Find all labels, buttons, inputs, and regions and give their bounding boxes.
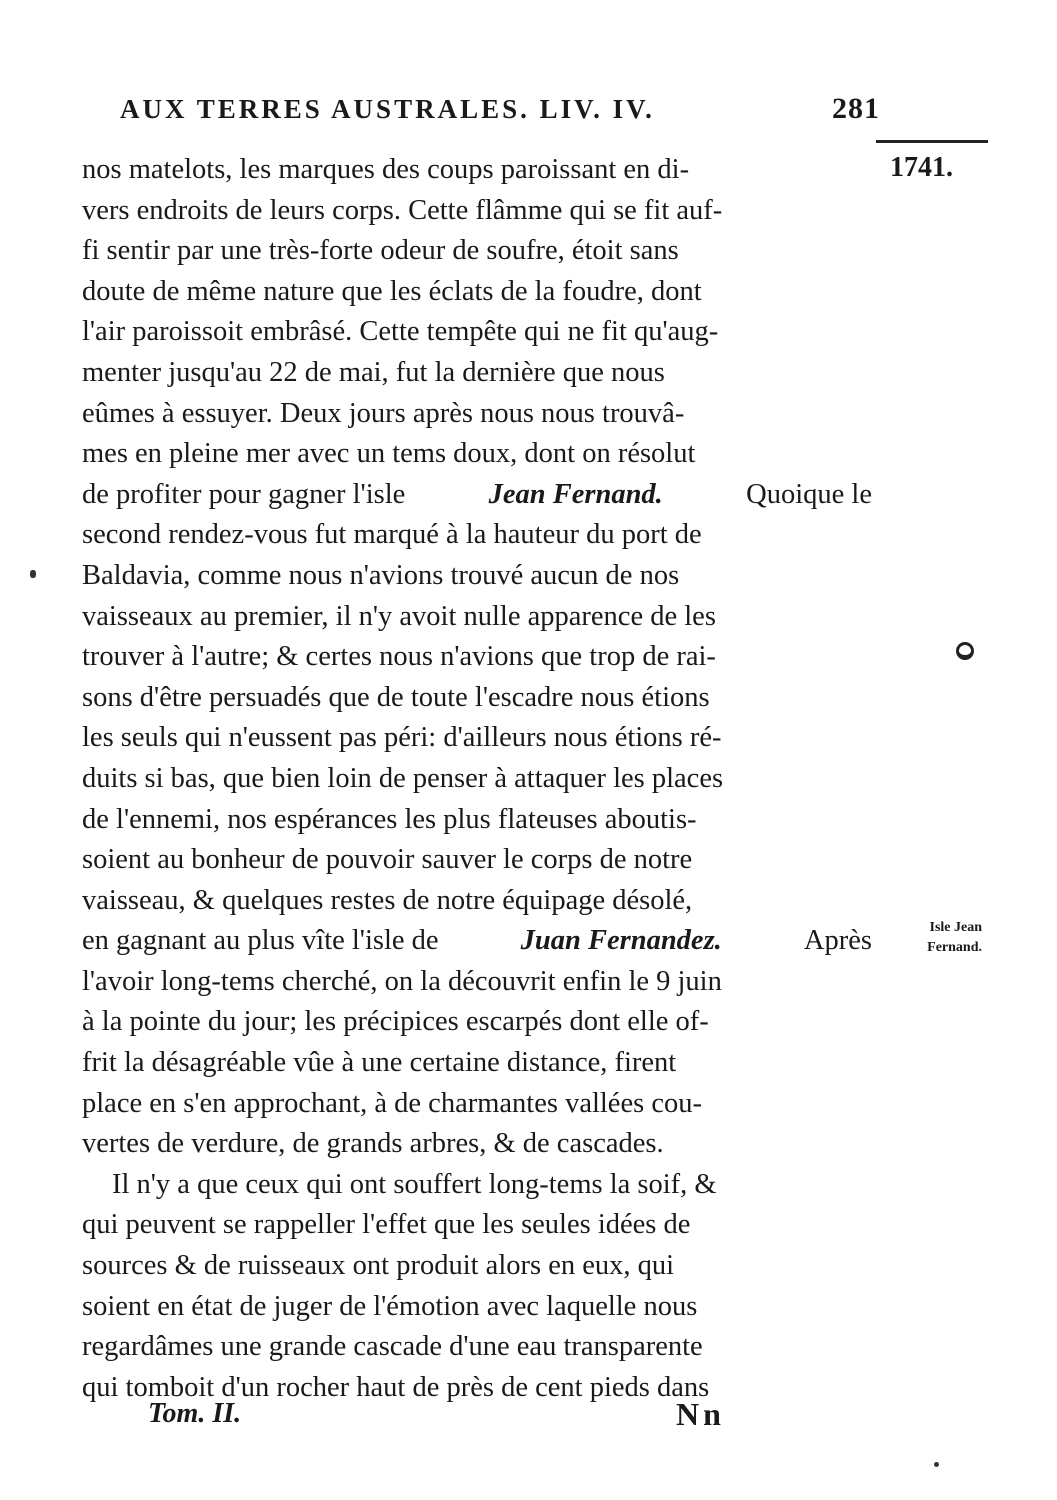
text-line: second rendez-vous fut marqué à la hauteur du port de	[82, 519, 702, 551]
text-line: trouver à l'autre; & certes nous n'avions que trop de rai-	[82, 641, 716, 673]
text-line: mes en pleine mer avec un tems doux, dont on résolut	[82, 438, 696, 470]
text-line: les seuls qui n'eussent pas péri: d'ailleurs nous étions ré-	[82, 722, 722, 754]
text-line: regardâmes une grande cascade d'une eau transparente	[82, 1331, 703, 1363]
text-line: eûmes à essuyer. Deux jours après nous nous trouvâ-	[82, 397, 685, 429]
text-line: de profiter pour gagner l'isle Jean Fernand. Quoique le	[82, 475, 872, 516]
header-rule	[876, 140, 988, 143]
margin-note	[872, 918, 982, 958]
footer-volume: Tom. II.	[148, 1398, 242, 1429]
text-line: qui peuvent se rappeller l'effet que les seules idées de	[82, 1209, 691, 1241]
text-line: place en s'en approchant, à de charmantes vallées cou-	[82, 1087, 702, 1119]
text-line: à la pointe du jour; les précipices escarpés dont elle of-	[82, 1006, 709, 1038]
margin-note-line-1: Isle Jean	[929, 920, 982, 935]
text-line: sons d'être persuadés que de toute l'escadre nous étions	[82, 681, 710, 713]
text-line: sources & de ruisseaux ont produit alors en eux, qui	[82, 1250, 675, 1282]
body-text	[82, 150, 872, 1408]
text-line: fi sentir par une très-forte odeur de soufre, étoit sans	[82, 235, 679, 267]
running-title: AUX TERRES AUSTRALES. LIV. IV.	[120, 94, 655, 124]
place-name-jean-fernand: Jean Fernand.	[488, 478, 663, 510]
text-line: qui tomboit d'un rocher haut de près de cent pieds dans	[82, 1371, 710, 1403]
text-line: l'air paroissoit embrâsé. Cette tempête qui ne fit qu'aug-	[82, 316, 719, 348]
text-line: soient au bonheur de pouvoir sauver le corps de notre	[82, 844, 693, 876]
text-line: de l'ennemi, nos espérances les plus flateuses aboutis-	[82, 803, 697, 835]
text-line: frit la désagréable vûe à une certaine distance, firent	[82, 1047, 677, 1079]
text-line: vaisseaux au premier, il n'y avoit nulle apparence de les	[82, 600, 716, 632]
text-line: soient en état de juger de l'émotion avec laquelle nous	[82, 1290, 698, 1322]
margin-dot	[30, 570, 36, 578]
place-name-juan-fernandez: Juan Fernandez.	[520, 925, 722, 957]
text-line-paragraph-start: Il n'y a que ceux qui ont souffert long-tems la soif, &	[112, 1168, 717, 1200]
margin-note-line-2: Fernand.	[927, 940, 982, 955]
text-line: doute de même nature que les éclats de la foudre, dont	[82, 275, 702, 307]
text-line: menter jusqu'au 22 de mai, fut la dernière que nous	[82, 356, 665, 388]
text-line: nos matelots, les marques des coups paroissant en di-	[82, 154, 690, 185]
text-line: Baldavia, comme nous n'avions trouvé aucun de nos	[82, 559, 680, 591]
running-head	[120, 92, 880, 132]
text-line: vers endroits de leurs corps. Cette flâmme qui se fit auf-	[82, 194, 723, 226]
text-line: l'avoir long-tems cherché, on la découvrit enfin le 9 juin	[82, 965, 722, 997]
text-line: vertes de verdure, de grands arbres, & de cascades.	[82, 1128, 664, 1160]
page-number: 281	[832, 92, 880, 125]
footer-signature-mark: Nn	[676, 1396, 725, 1432]
text-line: duits si bas, que bien loin de penser à attaquer les places	[82, 762, 724, 794]
margin-year: 1741.	[890, 152, 953, 183]
text-line: en gagnant au plus vîte l'isle de Juan Fernandez. Après	[82, 921, 872, 962]
text-line: vaisseau, & quelques restes de notre équipage désolé,	[82, 884, 693, 916]
stray-dot	[934, 1462, 939, 1467]
margin-ornament	[956, 642, 974, 660]
